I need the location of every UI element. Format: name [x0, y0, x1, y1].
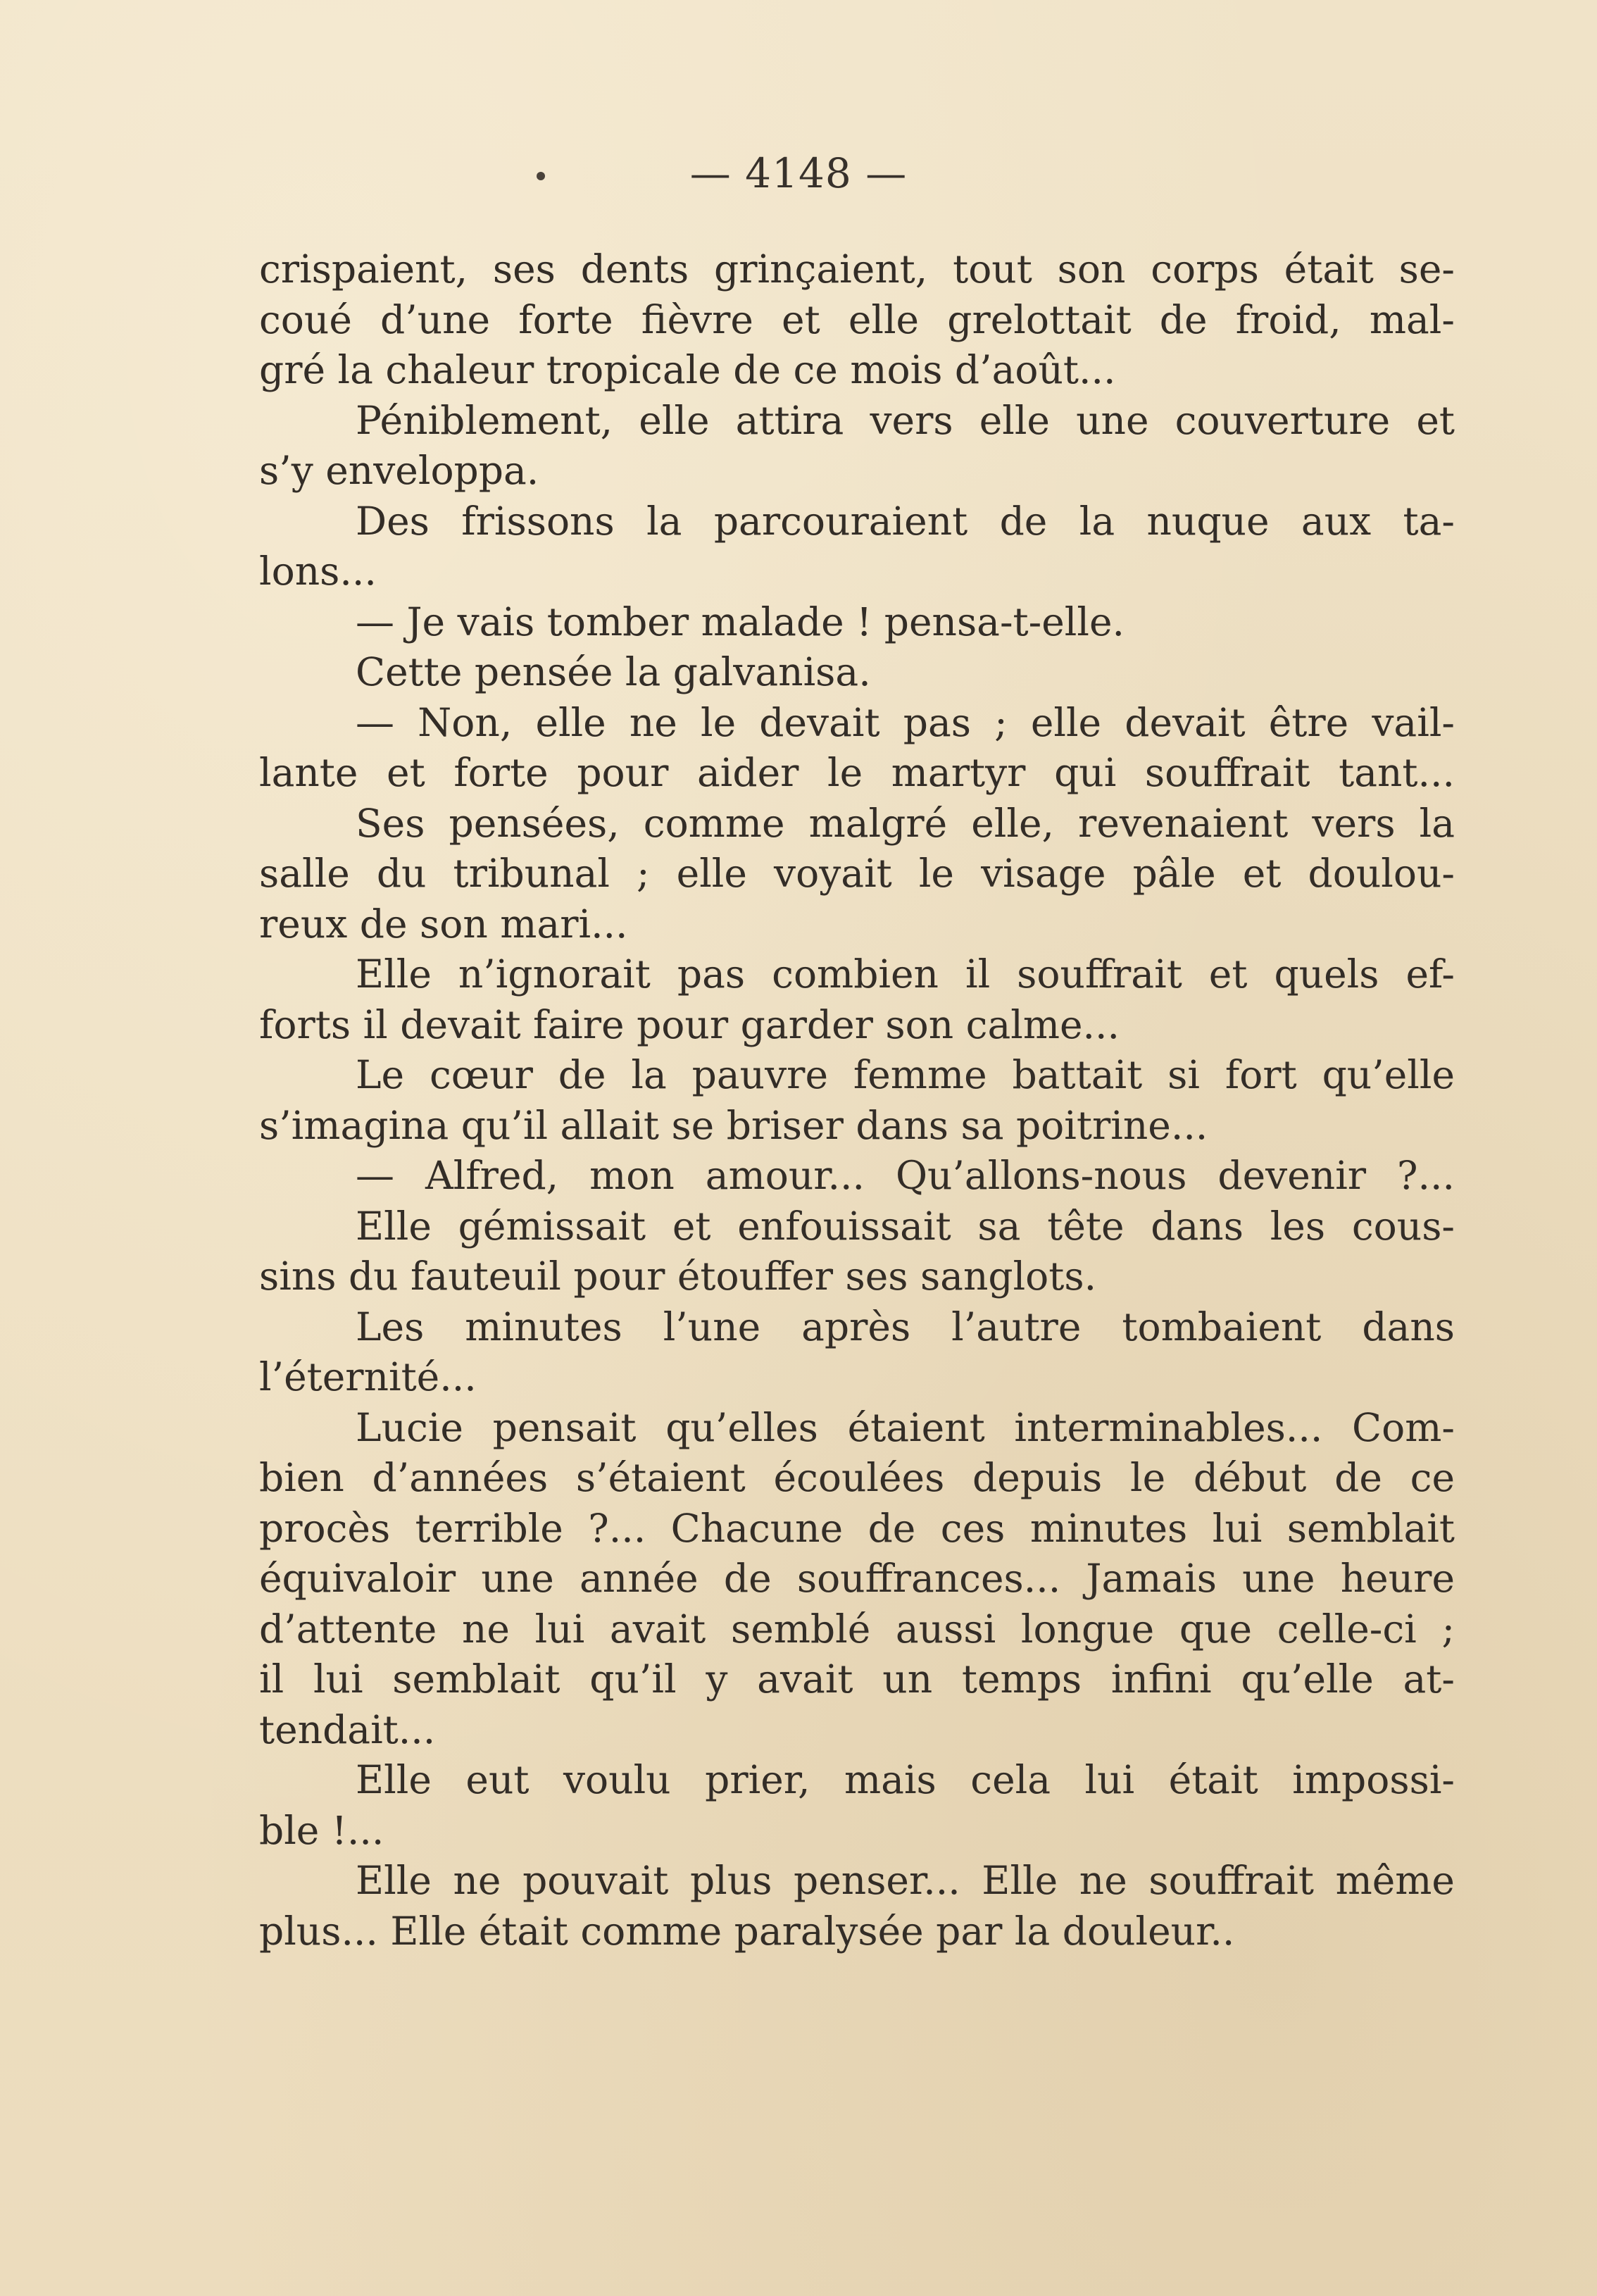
text-line: Ses pensées, comme malgré elle, revenaient vers la: [356, 800, 1455, 846]
text-line: procès terrible ?... Chacune de ces minutes lui semblait: [259, 1505, 1455, 1551]
text-line: — Je vais tomber malade ! pensa-t-elle.: [356, 599, 1125, 644]
text-line: — Alfred, mon amour... Qu’allons-nous devenir ?...: [356, 1153, 1455, 1198]
text-line: Les minutes l’une après l’autre tombaient dans: [356, 1304, 1455, 1349]
text-line: lons...: [259, 549, 377, 594]
text-line: Elle eut voulu prier, mais cela lui était impossi-: [356, 1757, 1455, 1802]
text-line: Le cœur de la pauvre femme battait si fort qu’elle: [356, 1052, 1455, 1097]
text-line: Elle n’ignorait pas combien il souffrait et quels ef-: [356, 952, 1455, 997]
text-line: coué d’une forte fièvre et elle grelottait de froid, mal-: [259, 297, 1455, 342]
body-text: [259, 244, 1455, 1957]
text-line: gré la chaleur tropicale de ce mois d’août...: [259, 347, 1116, 392]
text-line: crispaient, ses dents grinçaient, tout son corps était se-: [259, 247, 1455, 292]
text-line: Cette pensée la galvanisa.: [356, 649, 871, 694]
text-line: équivaloir une année de souffrances... Jamais une heure: [259, 1556, 1455, 1601]
text-line: forts il devait faire pour garder son calme...: [259, 1002, 1120, 1047]
text-line: Elle gémissait et enfouissait sa tête dans les cous-: [356, 1203, 1455, 1249]
page-header: [0, 145, 1597, 201]
text-line: il lui semblait qu’il y avait un temps infini qu’elle at-: [259, 1657, 1455, 1702]
text-line: l’éternité...: [259, 1354, 477, 1399]
text-line: Péniblement, elle attira vers elle une couverture et: [356, 397, 1455, 443]
printer-dot: [537, 172, 545, 180]
text-line: ble !...: [259, 1807, 384, 1853]
text-line: reux de son mari...: [259, 901, 628, 947]
text-line: plus... Elle était comme paralysée par la douleur..: [259, 1908, 1235, 1954]
text-line: — Non, elle ne le devait pas ; elle devait être vail-: [356, 699, 1455, 745]
text-line: tendait...: [259, 1707, 436, 1752]
text-line: s’imagina qu’il allait se briser dans sa poitrine...: [259, 1102, 1208, 1148]
text-line: Des frissons la parcouraient de la nuque aux ta-: [356, 498, 1455, 544]
text-line: d’attente ne lui avait semblé aussi longue que celle-ci ;: [259, 1606, 1455, 1652]
page-number: — 4148 —: [689, 149, 908, 197]
text-line: Lucie pensait qu’elles étaient interminables... Com-: [356, 1404, 1455, 1450]
text-line: s’y enveloppa.: [259, 448, 539, 493]
text-line: sins du fauteuil pour étouffer ses sanglots.: [259, 1254, 1097, 1299]
text-line: salle du tribunal ; elle voyait le visage pâle et doulou-: [259, 851, 1455, 896]
text-line: Elle ne pouvait plus penser... Elle ne souffrait même: [356, 1858, 1455, 1903]
text-line: lante et forte pour aider le martyr qui souffrait tant...: [259, 750, 1455, 795]
text-line: bien d’années s’étaient écoulées depuis le début de ce: [259, 1455, 1455, 1500]
